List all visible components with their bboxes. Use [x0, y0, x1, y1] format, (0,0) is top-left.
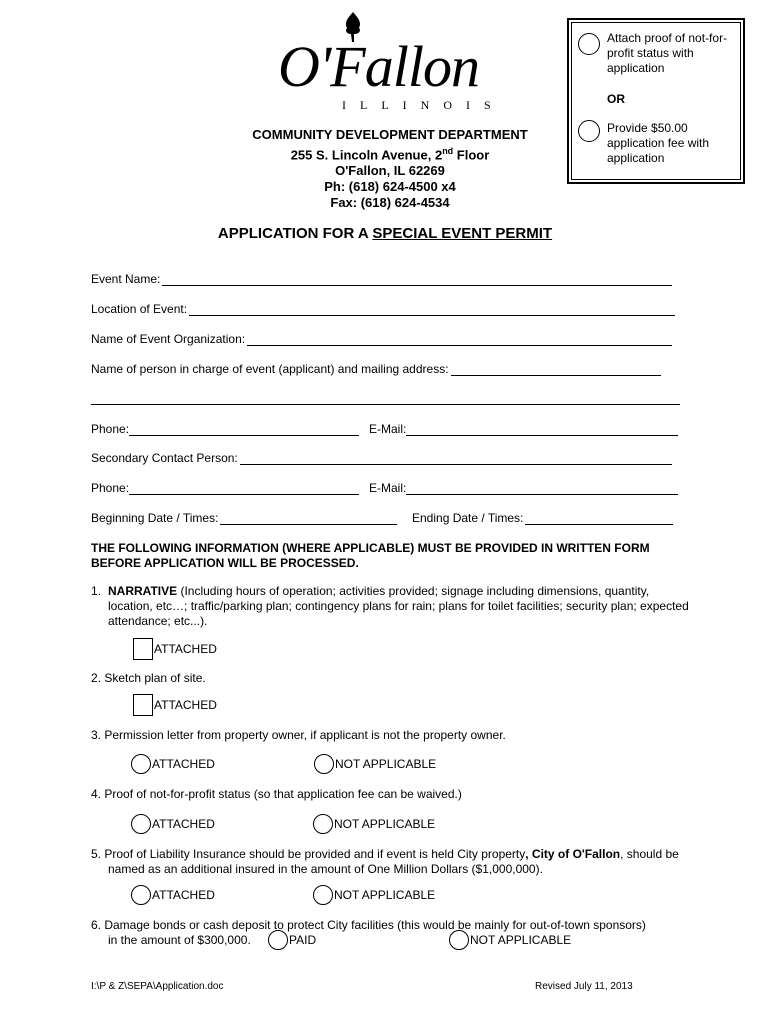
department-fax: Fax: (618) 624-4534: [330, 195, 450, 211]
item-6-paid-radio[interactable]: [268, 930, 288, 950]
department-city: O'Fallon, IL 62269: [335, 163, 445, 179]
item-2-attached-option[interactable]: ATTACHED: [133, 694, 217, 716]
item-6-paid-option[interactable]: PAID: [268, 930, 316, 950]
item-1-attached-option[interactable]: ATTACHED: [133, 638, 217, 660]
item-3-not-applicable-option[interactable]: NOT APPLICABLE: [314, 754, 436, 774]
email-field-2[interactable]: E-Mail:: [369, 481, 678, 495]
item-3-not-applicable-radio[interactable]: [314, 754, 334, 774]
item-2-sketch-plan: 2. Sketch plan of site.: [91, 671, 206, 685]
logo: [276, 12, 506, 112]
item-4-not-for-profit: 4. Proof of not-for-profit status (so that application fee can be waived.): [91, 787, 462, 801]
instructions-heading: THE FOLLOWING INFORMATION (WHERE APPLICABLE) MUST BE PROVIDED IN WRITTEN FORM BEFORE APPLICATION WILL BE PROCESSED.: [91, 541, 650, 570]
organization-field[interactable]: Name of Event Organization:: [91, 332, 672, 346]
notfor-profit-radio[interactable]: [578, 33, 600, 55]
beginning-date-field[interactable]: Beginning Date / Times:: [91, 511, 397, 525]
item-5-liability-insurance: 5. Proof of Liability Insurance should be provided and if event is held City property, City of O'Fallon, should be named as an additional insured in the amount of One Million Dollars ($1,000,000).: [91, 847, 679, 876]
phone-field-2[interactable]: Phone:: [91, 481, 359, 495]
item-5-attached-option[interactable]: ATTACHED: [131, 885, 215, 905]
item-1-narrative: 1. NARRATIVE (Including hours of operation; activities provided; signage including dimensions, quantity, location, etc…; traffic/parking plan; contingency plans for rain; plans for toilet facilities; security plan; expected attendance; etc...).: [91, 584, 689, 628]
notice-option-1: Attach proof of not-for-profit status with application: [607, 31, 728, 75]
department-name: COMMUNITY DEVELOPMENT DEPARTMENT: [252, 127, 528, 142]
department-phone: Ph: (618) 624-4500 x4: [324, 179, 456, 195]
item-6-damage-bonds: 6. Damage bonds or cash deposit to protect City facilities (this would be mainly for out-of-town sponsors): [91, 918, 646, 932]
item-6-not-applicable-option[interactable]: NOT APPLICABLE: [449, 930, 571, 950]
item-3-permission-letter: 3. Permission letter from property owner, if applicant is not the property owner.: [91, 728, 506, 742]
department-header: [190, 127, 590, 211]
item-2-attached-checkbox[interactable]: [133, 694, 153, 716]
item-6-amount: in the amount of $300,000.: [108, 933, 251, 947]
notice-option-2: Provide $50.00 application fee with application: [607, 121, 710, 165]
notice-or: OR: [607, 92, 625, 106]
item-5-attached-radio[interactable]: [131, 885, 151, 905]
item-4-not-applicable-option[interactable]: NOT APPLICABLE: [313, 814, 435, 834]
ending-date-field[interactable]: Ending Date / Times:: [412, 511, 673, 525]
item-3-attached-option[interactable]: ATTACHED: [131, 754, 215, 774]
footer-revised-date: Revised July 11, 2013: [535, 981, 633, 992]
item-3-attached-radio[interactable]: [131, 754, 151, 774]
item-5-not-applicable-radio[interactable]: [313, 885, 333, 905]
applicant-address-line-2[interactable]: [91, 392, 680, 405]
department-address: 255 S. Lincoln Avenue, 2nd Floor: [290, 146, 490, 163]
footer-file-path: I:\P & Z\SEPA\Application.doc: [91, 981, 224, 992]
page-title: APPLICATION FOR A SPECIAL EVENT PERMIT: [217, 225, 553, 242]
phone-field-1[interactable]: Phone:: [91, 422, 359, 436]
item-4-attached-radio[interactable]: [131, 814, 151, 834]
secondary-contact-field[interactable]: Secondary Contact Person:: [91, 451, 672, 465]
item-1-attached-checkbox[interactable]: [133, 638, 153, 660]
item-4-not-applicable-radio[interactable]: [313, 814, 333, 834]
applicant-address-field[interactable]: Name of person in charge of event (applicant) and mailing address:: [91, 362, 661, 376]
item-5-not-applicable-option[interactable]: NOT APPLICABLE: [313, 885, 435, 905]
logo-wordmark: O'Fallon: [278, 34, 479, 99]
item-6-not-applicable-radio[interactable]: [449, 930, 469, 950]
event-name-field[interactable]: Event Name:: [91, 272, 672, 286]
location-field[interactable]: Location of Event:: [91, 302, 675, 316]
email-field-1[interactable]: E-Mail:: [369, 422, 678, 436]
logo-subtitle: ILLINOIS: [342, 98, 505, 112]
item-4-attached-option[interactable]: ATTACHED: [131, 814, 215, 834]
